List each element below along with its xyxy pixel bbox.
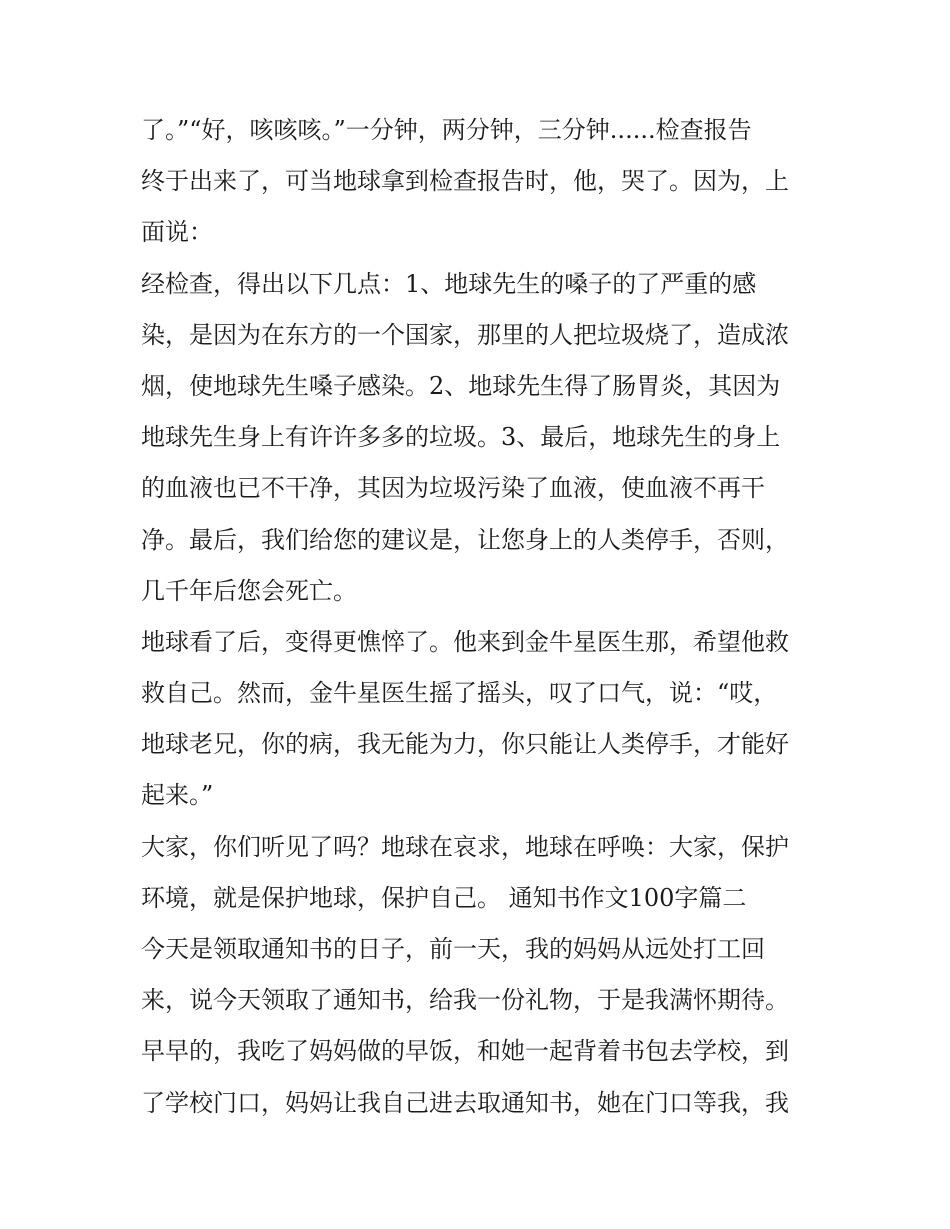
document-body (141, 105, 821, 1129)
text-line: 几千年后您会死亡。 (141, 576, 357, 605)
text-line: 今天是领取通知书的日子，前一天，我的妈妈从远处打工回 (141, 935, 765, 963)
text-line: 了学校门口，妈妈让我自己进去取通知书，她在门口等我，我 (141, 1088, 789, 1117)
text-line: 大家，你们听见了吗？地球在哀求，地球在呼唤：大家，保护 (141, 832, 789, 861)
text-line: 来，说今天领取了通知书，给我一份礼物，于是我满怀期待。 (141, 986, 789, 1015)
text-line: 起来。” (141, 781, 214, 810)
text-line: 面说： (141, 218, 213, 247)
text-line: 了。”“好，咳咳咳。”一分钟，两分钟，三分钟......检查报告 (141, 116, 752, 144)
text-line: 早早的，我吃了妈妈做的早饭，和她一起背着书包去学校，到 (141, 1037, 789, 1066)
text-line: 地球老兄，你的病，我无能为力，你只能让人类停手，才能好 (141, 730, 789, 759)
text-line: 救自己。然而，金牛星医生摇了摇头，叹了口气，说：“哎， (141, 679, 778, 708)
text-line: 环境，就是保护地球，保护自己。 通知书作文100字篇二 (141, 883, 747, 912)
text-line: 烟，使地球先生嗓子感染。2、地球先生得了肠胃炎，其因为 (141, 371, 781, 400)
text-line: 净。最后，我们给您的建议是，让您身上的人类停手，否则， (141, 525, 789, 554)
text-line: 地球先生身上有许许多多的垃圾。3、最后，地球先生的身上 (141, 423, 781, 452)
text-line: 染，是因为在东方的一个国家，那里的人把垃圾烧了，造成浓 (141, 320, 789, 349)
text-line: 地球看了后，变得更憔悴了。他来到金牛星医生那，希望他救 (141, 627, 789, 656)
text-line: 终于出来了，可当地球拿到检查报告时，他，哭了。因为，上 (141, 167, 789, 196)
text-line: 经检查，得出以下几点：1、地球先生的嗓子的了严重的感 (141, 269, 757, 298)
text-line: 的血液也已不干净，其因为垃圾污染了血液，使血液不再干 (141, 474, 765, 503)
